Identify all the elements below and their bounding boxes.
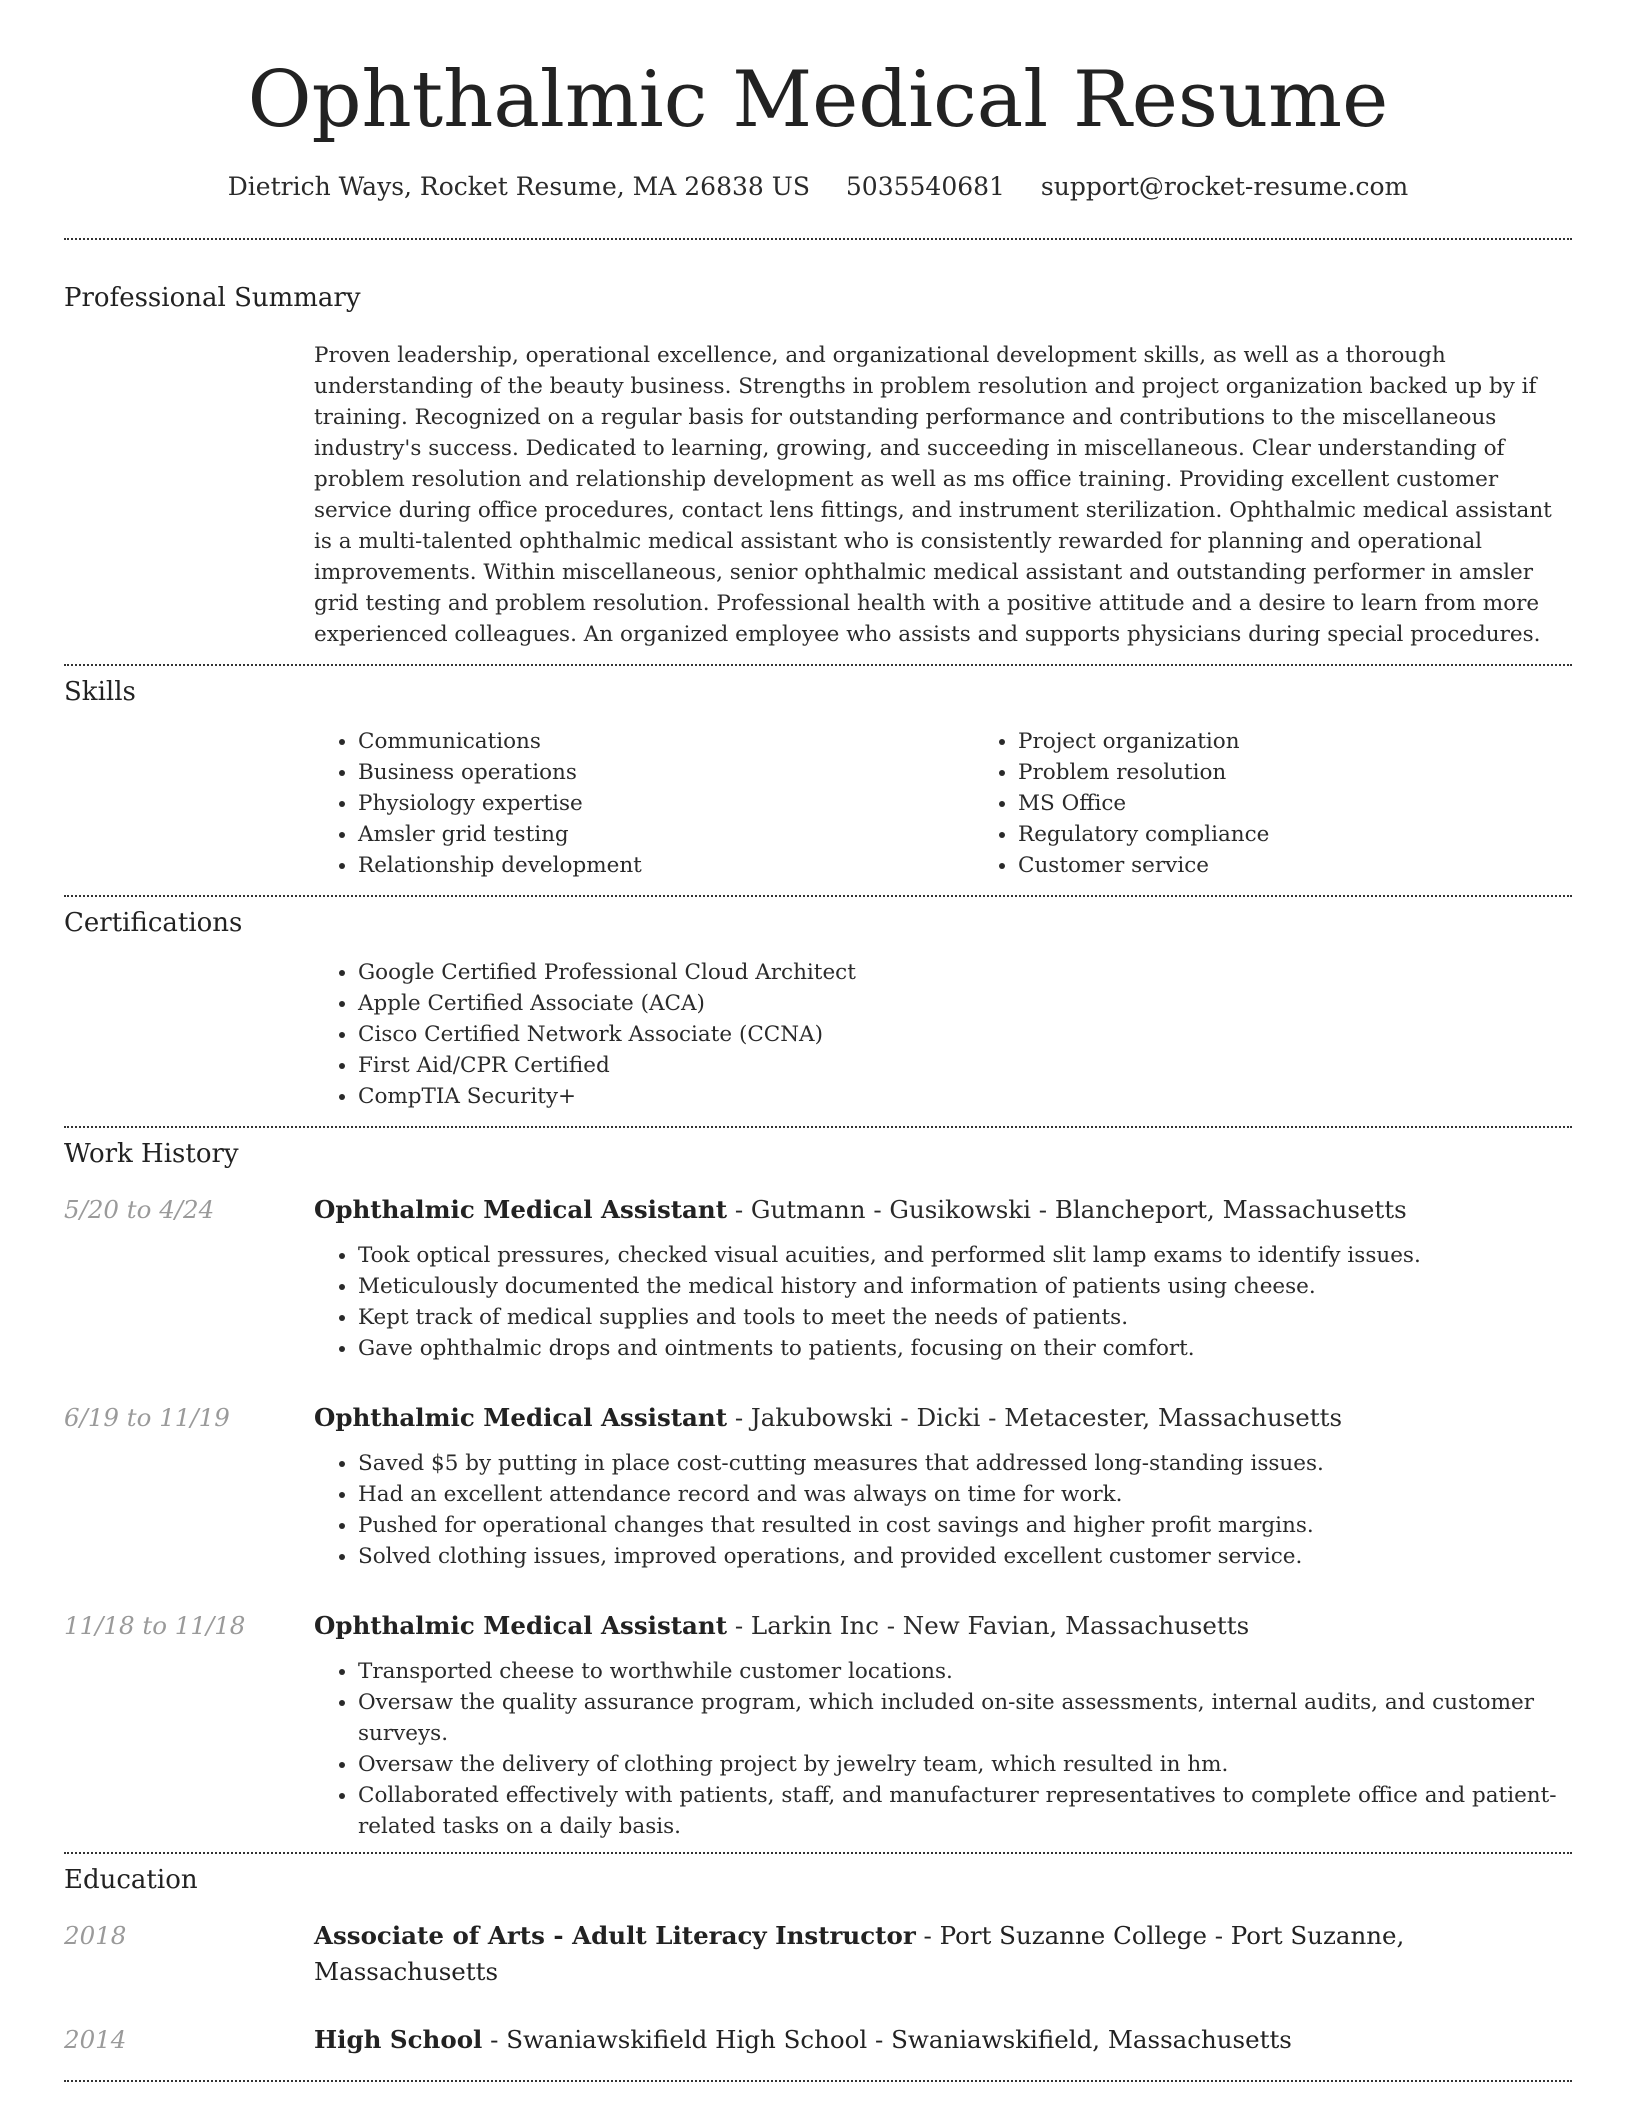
skill-item: • Problem resolution — [1018, 757, 1632, 788]
skill-item: • Communications — [358, 726, 974, 757]
summary-body — [314, 340, 1572, 650]
education-heading — [314, 1918, 1572, 1990]
skill-item: • Customer service — [1018, 850, 1632, 881]
resume-page — [64, 0, 1572, 2082]
skill-item: • Amsler grid testing — [358, 819, 974, 850]
skills-body — [314, 726, 1572, 881]
job-bullet: • Saved $5 by putting in place cost-cutting measures that addressed long-standing issues. — [358, 1448, 1572, 1479]
contact-address: Dietrich Ways, Rocket Resume, MA 26838 US — [227, 172, 810, 201]
contact-line — [64, 172, 1572, 202]
job-bullet: • Pushed for operational changes that resulted in cost savings and higher profit margins. — [358, 1510, 1572, 1541]
education-year: 2014 — [64, 2025, 127, 2054]
certification-item: • Cisco Certified Network Associate (CCNA) — [358, 1019, 1572, 1050]
skill-item: • MS Office — [1018, 788, 1632, 819]
certification-item: • CompTIA Security+ — [358, 1081, 1572, 1112]
job-heading — [314, 1192, 1572, 1228]
divider — [64, 2080, 1572, 2082]
job-bullets — [314, 1448, 1572, 1572]
job-bullet: • Solved clothing issues, improved operations, and provided excellent customer service. — [358, 1541, 1572, 1572]
skills-list-left — [314, 726, 974, 881]
education-heading — [314, 2022, 1572, 2058]
job-bullets — [314, 1656, 1572, 1842]
skill-item: • Regulatory compliance — [1018, 819, 1632, 850]
skill-item: • Relationship development — [358, 850, 974, 881]
skill-item: • Physiology expertise — [358, 788, 974, 819]
section-title-education: Education — [64, 1865, 198, 1895]
education-school: - Port Suzanne College - Port Suzanne, Massachusetts — [314, 1921, 1405, 1986]
education-school: - Swaniawskifield High School - Swaniawskifield, Massachusetts — [482, 2025, 1292, 2054]
job-bullet: • Oversaw the delivery of clothing project by jewelry team, which resulted in hm. — [358, 1749, 1572, 1780]
skill-item: • Project organization — [1018, 726, 1632, 757]
section-title-work: Work History — [64, 1139, 239, 1169]
summary-section — [64, 240, 1572, 664]
job-bullet: • Transported cheese to worthwhile customer locations. — [358, 1656, 1572, 1687]
job-employer: - Jakubowski - Dicki - Metacester, Massachusetts — [727, 1403, 1343, 1432]
job-bullet: • Meticulously documented the medical history and information of patients using cheese. — [358, 1271, 1572, 1302]
certifications-body — [314, 957, 1572, 1112]
section-title-certifications: Certifications — [64, 908, 243, 938]
certifications-section — [64, 897, 1572, 1126]
job-dates: 6/19 to 11/19 — [64, 1403, 230, 1432]
education-entry — [64, 1918, 1572, 1990]
job-bullet: • Had an excellent attendance record and was always on time for work. — [358, 1479, 1572, 1510]
contact-email[interactable]: support@rocket-resume.com — [1040, 172, 1409, 201]
section-title-summary: Professional Summary — [64, 283, 361, 313]
job-bullet: • Gave ophthalmic drops and ointments to patients, focusing on their comfort. — [358, 1333, 1572, 1364]
certifications-list — [314, 957, 1572, 1112]
job-bullet: • Kept track of medical supplies and tools to meet the needs of patients. — [358, 1302, 1572, 1333]
skills-section — [64, 666, 1572, 895]
job-employer: - Larkin Inc - New Favian, Massachusetts — [727, 1611, 1250, 1640]
summary-text: Proven leadership, operational excellence, and organizational development skills, as well as a thorough understanding of the beauty business. Strengths in problem resolution and project organization backed up by if training. Recognized on a regular basis for outstanding performance and contributions to the miscellaneous industry's success. Dedicated to learning, growing, and succeeding in miscellaneous. Clear understanding of problem resolution and relationship development as well as ms office training. Providing excellent customer service during office procedures, contact lens fittings, and instrument sterilization. Ophthalmic medical assistant is a multi-talented ophthalmic medical assistant who is consistently rewarded for planning and operational improvements. Within miscellaneous, senior ophthalmic medical assistant and outstanding performer in amsler grid testing and problem resolution. Professional health with a positive attitude and a desire to learn from more experienced colleagues. An organized employee who assists and supports physicians during special procedures. — [314, 343, 1552, 647]
certification-item: • First Aid/CPR Certified — [358, 1050, 1572, 1081]
job-bullet: • Collaborated effectively with patients, staff, and manufacturer representatives to complete office and patient-related tasks on a daily basis. — [358, 1780, 1572, 1842]
education-degree: Associate of Arts - Adult Literacy Instructor — [314, 1921, 916, 1950]
education-degree: High School — [314, 2025, 483, 2054]
certification-item: • Google Certified Professional Cloud Architect — [358, 957, 1572, 988]
work-section — [64, 1128, 1572, 1852]
job-bullet: • Oversaw the quality assurance program, which included on-site assessments, internal audits, and customer surveys. — [358, 1687, 1572, 1749]
job-employer: - Gutmann - Gusikowski - Blancheport, Massachusetts — [727, 1195, 1407, 1224]
job-heading — [314, 1608, 1572, 1644]
job-entry — [64, 1192, 1572, 1364]
job-position: Ophthalmic Medical Assistant — [314, 1403, 728, 1432]
job-position: Ophthalmic Medical Assistant — [314, 1611, 728, 1640]
education-entry — [64, 2022, 1572, 2058]
job-bullets — [314, 1240, 1572, 1364]
job-bullet: • Took optical pressures, checked visual acuities, and performed slit lamp exams to identify issues. — [358, 1240, 1572, 1271]
job-entry — [64, 1608, 1572, 1842]
resume-title: Ophthalmic Medical Resume — [247, 55, 1389, 145]
skill-item: • Business operations — [358, 757, 974, 788]
certification-item: • Apple Certified Associate (ACA) — [358, 988, 1572, 1019]
education-section — [64, 1854, 1572, 2080]
contact-phone: 5035540681 — [845, 172, 1005, 201]
job-entry — [64, 1400, 1572, 1572]
job-dates: 5/20 to 4/24 — [64, 1195, 215, 1224]
job-dates: 11/18 to 11/18 — [64, 1611, 246, 1640]
skills-list-right — [974, 726, 1632, 881]
education-year: 2018 — [64, 1921, 127, 1950]
section-title-skills: Skills — [64, 677, 136, 707]
job-position: Ophthalmic Medical Assistant — [314, 1195, 728, 1224]
job-heading — [314, 1400, 1572, 1436]
